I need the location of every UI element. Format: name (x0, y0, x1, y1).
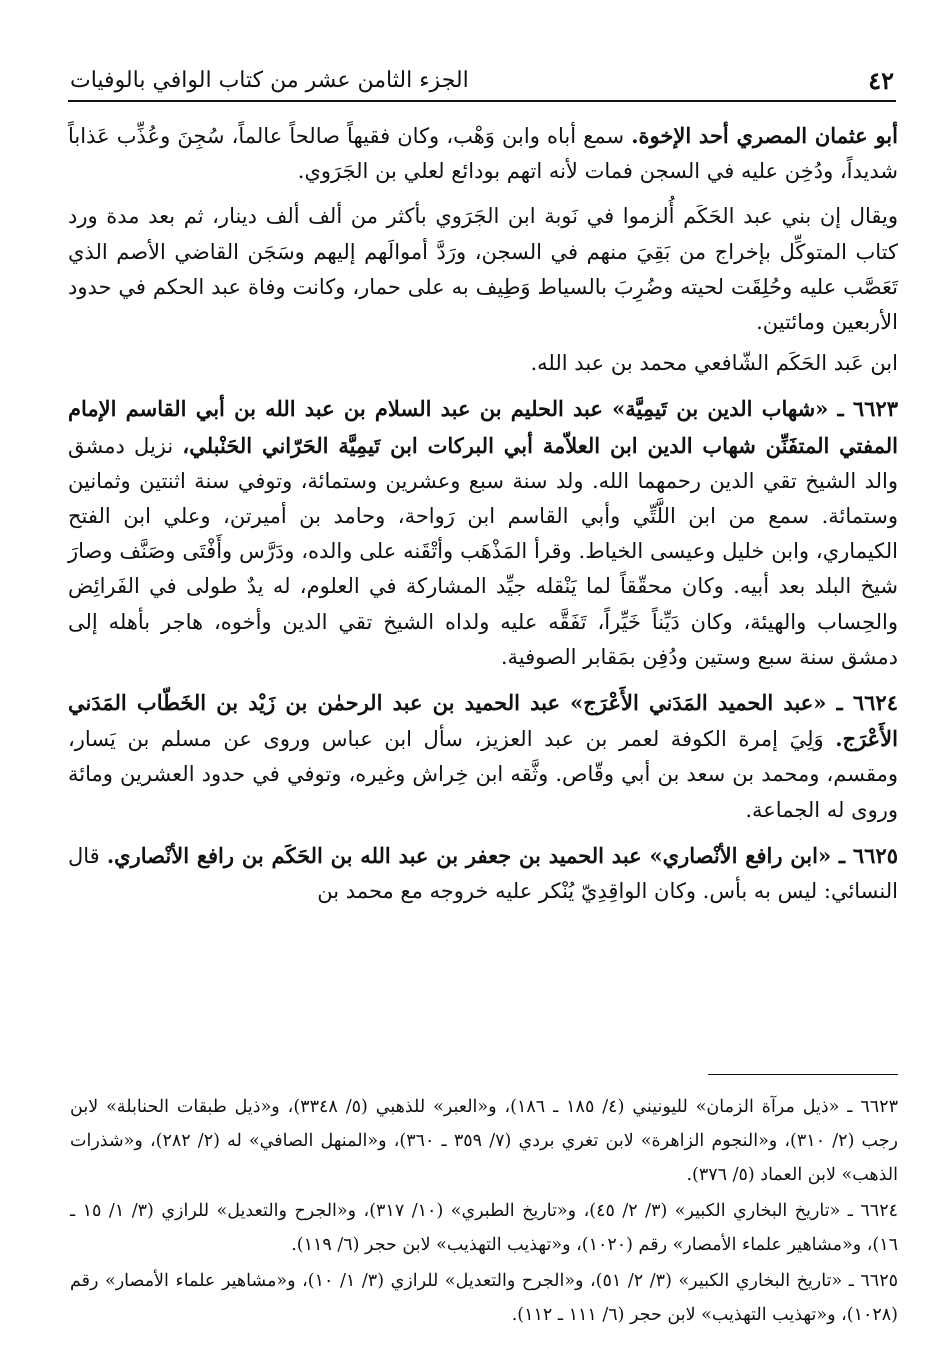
entry-heading: ٦٦٢٤ ـ «عبد الحميد المَدَني الأَعْرَج» عبد الحميد بن عبد الرحمٰن بن زَيْد بن الخَطّاب المَدَني الأَعْرَج. (68, 690, 898, 752)
entry-heading: ٦٦٢٣ ـ «شهاب الدين بن تَيمِيَّة» عبد الحليم بن عبد السلام بن عبد الله بن أبي القاسم الإمام المفتي المتفَنِّن شهاب الدين ابن العلاّمة أبي البركات ابن تَيمِيَّة الحَرّاني الحَنْبلي، (68, 396, 898, 458)
entry-text: وَلِيَ إمرة الكوفة لعمر بن عبد العزيز، سأل ابن عباس وروى عن مسلم بن يَسار، ومقسم، ومحمد بن سعد بن أبي وقّاص. وثَّقه ابن خِراش وغيره، وتوفي في حدود العشرين ومائة وروى له الجماعة. (68, 727, 898, 822)
footnote-divider (708, 1074, 898, 1075)
entry-text: قال النسائي: ليس به بأس. وكان الواقِدِيّ يُنْكر عليه خروجه مع محمد بن (68, 843, 898, 904)
entry-heading: أبو عثمان المصري أحد الإخوة. (631, 123, 898, 148)
footnote-6625: ٦٦٢٥ ـ «تاريخ البخاري الكبير» (٣/ ٢/ ٥١)، و«الجرح والتعديل» للرازي (٣/ ١/ ١٠)، و«مشاهير علماء الأمصار» رقم (١٠٢٨)، و«تهذيب التهذيب» لابن حجر (٦/ ١١١ ـ ١١٢). (70, 1271, 899, 1325)
paragraph-abu-uthman (68, 118, 898, 189)
entry-text: نزيل دمشق والد الشيخ تقي الدين رحمهما الله. ولد سنة سبع وعشرين وستمائة، وتوفي سنة اثنتين وثمانين وستمائة. سمع من ابن اللَّتِّي وأبي القاسم ابن رَواحة، وحامد بن أميرتن، وعلي ابن الفتح الكيماري، وابن خليل وعيسى الخياط. وقرأ المَذْهَب وأتْقَنه على والده، ودَرَّس وأَفْتَى وصَنَّف وصارَ شيخ البلد بعد أبيه. وكان محقّقاً لما يَنْقله جيِّد المشاركة في العلوم، له يدٌ طولى في الفَرائِض والحِساب والهيئة، وكان دَيِّناً خَيِّراً، تَفَقَّه عليه ولداه الشيخ تقي الدين وأخوه، هاجر بأهله إلى دمشق سنة سبع وستين ودُفِن بمَقابر الصوفية. (68, 433, 898, 669)
entry-text: سمع أباه وابن وَهْب، وكان فقيهاً صالحاً عالماً، سُجِنَ وعُذِّب عَذاباً شديداً، ودُخِن عليه في السجن فمات لأنه اتهم بودائع لعلي بن الجَرَوي. (68, 124, 898, 184)
page-number: ٤٢ (868, 66, 894, 95)
entry-6624 (68, 685, 898, 828)
cross-reference-text: ابن عَبد الحَكَم الشّافعي محمد بن عبد الله. (530, 351, 898, 376)
paragraph-cross-reference (68, 346, 898, 381)
entry-heading: ٦٦٢٥ ـ «ابن رافع الأنْصاري» عبد الحميد بن جعفر بن عبد الله بن الحَكَم بن رافع الأنْصاري. (106, 842, 898, 868)
entry-6623 (68, 391, 898, 675)
footnote-6624: ٦٦٢٤ ـ «تاريخ البخاري الكبير» (٣/ ٢/ ٤٥)، و«تاريخ الطبري» (١٠/ ٣١٧)، و«الجرح والتعديل» للرازي (٣/ ١/ ١٥ ـ ١٦)، و«مشاهير علماء الأمصار» رقم (١٠٢٠)، و«تهذيب التهذيب» لابن حجر (٦/ ١١٩). (70, 1201, 898, 1255)
page-header (70, 60, 894, 100)
entry-6625 (68, 838, 898, 909)
paragraph-bani-abd-alhakam (68, 199, 898, 340)
main-text (68, 118, 898, 919)
header-divider (68, 100, 896, 102)
footnotes (70, 1090, 898, 1334)
paragraph-text: ويقال إن بني عبد الحَكَم أُلزموا في نَوبة ابن الجَرَوي بأكثر من ألف ألف دينار، ثم بعد مدة ورد كتاب المتوكِّل بإخراج من بَقِيَ منهم في السجن، ورَدَّ أموالَهم إليهم وسَجَن القاضي الأصم الذي تَعَصَّب عليه وحُلِقَت لحيته وضُرِبَ بالسياط وَطِيف به على حمار، وكانت وفاة عبد الحكم في حدود الأربعين ومائتين. (68, 204, 898, 335)
running-title: الجزء الثامن عشر من كتاب الوافي بالوفيات (70, 68, 469, 93)
footnote-6623: ٦٦٢٣ ـ «ذيل مرآة الزمان» لليونيني (٤/ ١٨٥ ـ ١٨٦)، و«العبر» للذهبي (٥/ ٣٣٤٨)، و«ذيل طبقات الحنابلة» لابن رجب (٢/ ٣١٠)، و«النجوم الزاهرة» لابن تغري بردي (٧/ ٣٥٩ ـ ٣٦٠)، و«المنهل الصافي» له (٢/ ٢٨٢)، و«شذرات الذهب» لابن العماد (٥/ ٣٧٦). (70, 1097, 898, 1185)
